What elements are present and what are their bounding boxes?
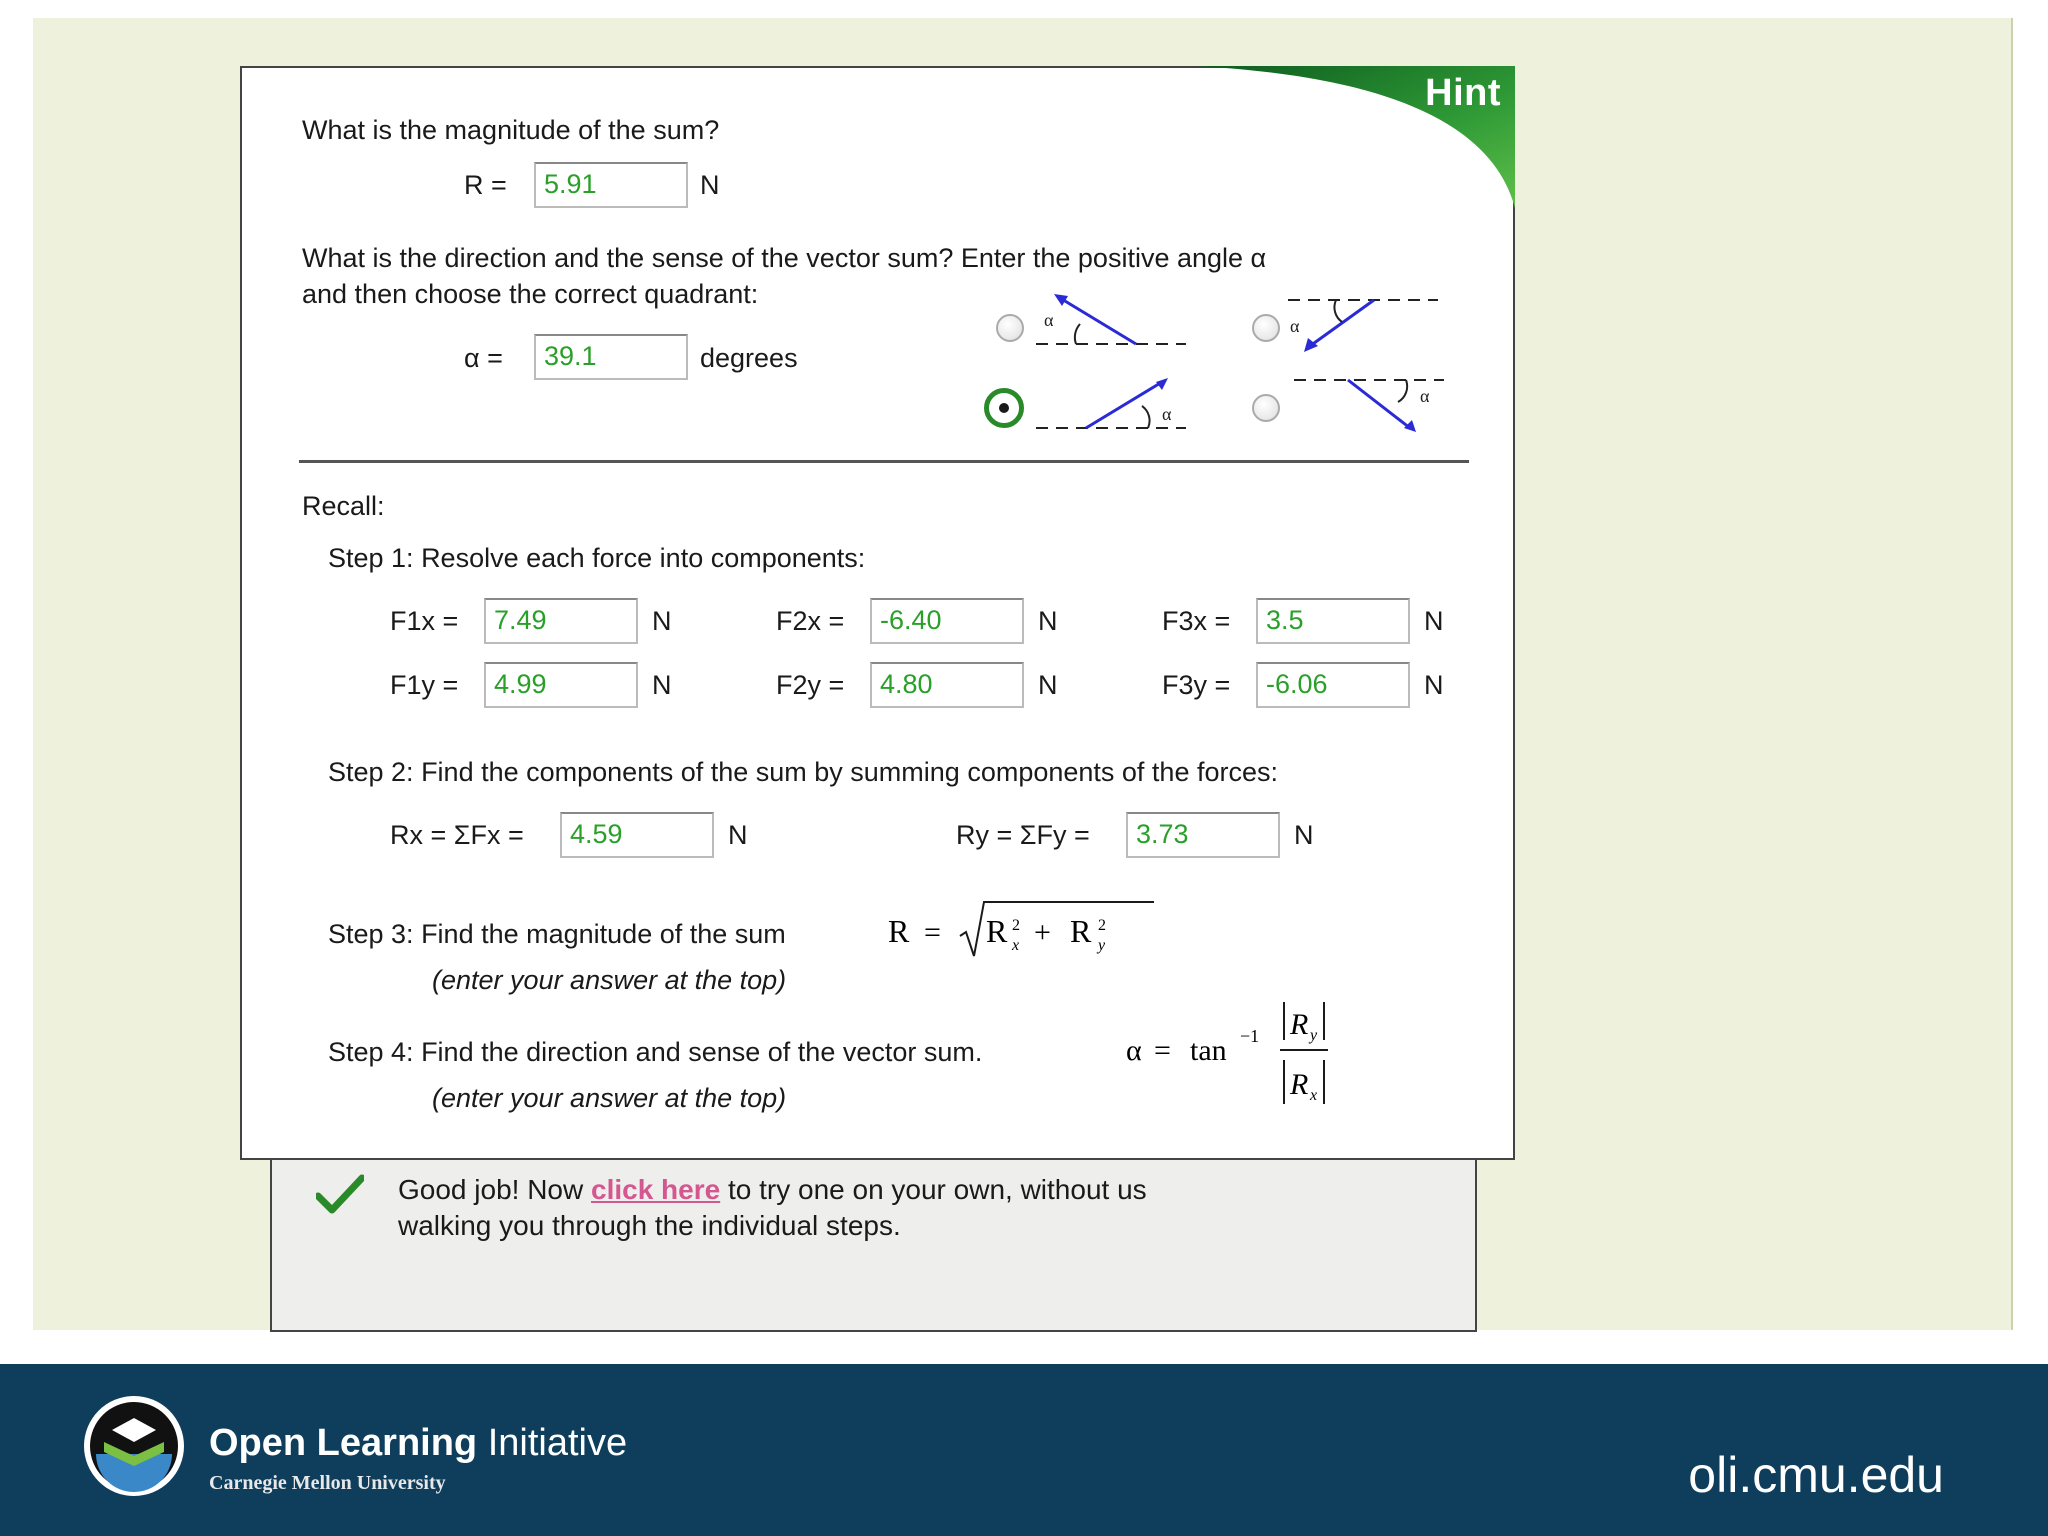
f2x-input[interactable]: -6.40	[870, 598, 1024, 644]
rx-input[interactable]: 4.59	[560, 812, 714, 858]
f3y-unit: N	[1424, 670, 1444, 700]
svg-text:R: R	[1290, 1068, 1309, 1101]
quadrant-radio-bottom-right[interactable]	[1252, 394, 1280, 422]
svg-text:R: R	[888, 913, 910, 949]
feedback-text-before: Good job! Now	[398, 1174, 591, 1205]
oli-logo-icon	[82, 1394, 186, 1498]
alpha-unit: degrees	[700, 343, 798, 373]
svg-text:α: α	[1126, 1034, 1142, 1067]
svg-text:=: =	[1154, 1034, 1171, 1067]
direction-formula	[1122, 998, 1382, 1118]
r-input[interactable]: 5.91	[534, 162, 688, 208]
ry-input[interactable]: 3.73	[1126, 812, 1280, 858]
quadrant-radio-top-right[interactable]	[1252, 314, 1280, 342]
quadrant-top-left-icon	[1036, 292, 1186, 352]
rx-unit: N	[728, 820, 748, 850]
quadrant-radio-bottom-left[interactable]	[984, 388, 1024, 428]
step4-text: Step 4: Find the direction and sense of the vector sum.	[328, 1037, 983, 1067]
quadrant-bottom-left-icon	[1036, 374, 1186, 434]
step3-note: (enter your answer at the top)	[432, 965, 787, 995]
hint-button[interactable]	[1193, 66, 1515, 208]
feedback-panel	[270, 1160, 1477, 1332]
feedback-message	[398, 1172, 1147, 1244]
alpha-symbol: α	[1162, 404, 1172, 424]
f2x-label: F2x =	[776, 606, 845, 636]
svg-text:R: R	[986, 913, 1008, 949]
brand-name	[209, 1422, 627, 1465]
alpha-symbol: α	[1420, 386, 1430, 406]
alpha-input[interactable]: 39.1	[534, 334, 688, 380]
svg-text:=: =	[924, 916, 941, 949]
ry-label: Ry = ΣFy =	[956, 820, 1090, 850]
r-unit: N	[700, 170, 720, 200]
step4-note: (enter your answer at the top)	[432, 1083, 787, 1113]
f1x-unit: N	[652, 606, 672, 636]
site-url[interactable]: oli.cmu.edu	[1688, 1447, 1944, 1503]
f3x-label: F3x =	[1162, 606, 1231, 636]
svg-text:R: R	[1070, 913, 1092, 949]
magnitude-question: What is the magnitude of the sum?	[302, 115, 720, 145]
quadrant-radio-top-left[interactable]	[996, 314, 1024, 342]
alpha-label: α =	[464, 343, 503, 373]
checkmark-icon	[316, 1174, 364, 1214]
svg-text:tan: tan	[1190, 1034, 1227, 1067]
quadrant-top-right-icon	[1288, 296, 1438, 356]
f1x-input[interactable]: 7.49	[484, 598, 638, 644]
f1y-label: F1y =	[390, 670, 459, 700]
step1-text: Step 1: Resolve each force into components:	[328, 543, 866, 573]
svg-text:+: +	[1034, 916, 1051, 949]
quadrant-bottom-right-icon	[1294, 374, 1444, 434]
click-here-link[interactable]: click here	[591, 1174, 721, 1205]
step2-text: Step 2: Find the components of the sum by summing components of the forces:	[328, 757, 1278, 787]
problem-card	[240, 66, 1515, 1160]
footer-bar	[0, 1364, 2048, 1536]
f2y-label: F2y =	[776, 670, 845, 700]
f2x-unit: N	[1038, 606, 1058, 636]
svg-text:−1: −1	[1240, 1026, 1260, 1046]
direction-question-line1: What is the direction and the sense of the vector sum? Enter the positive angle α	[302, 243, 1267, 273]
f1x-label: F1x =	[390, 606, 459, 636]
f3x-input[interactable]: 3.5	[1256, 598, 1410, 644]
f2y-input[interactable]: 4.80	[870, 662, 1024, 708]
direction-question-line2: and then choose the correct quadrant:	[302, 279, 759, 309]
hint-label: Hint	[1425, 72, 1501, 114]
svg-text:x: x	[1012, 937, 1020, 954]
svg-text:2: 2	[1098, 917, 1106, 934]
ry-unit: N	[1294, 820, 1314, 850]
f3y-label: F3y =	[1162, 670, 1231, 700]
feedback-text-after: to try one on your own, without us	[720, 1174, 1147, 1205]
svg-text:R: R	[1290, 1008, 1309, 1041]
f3x-unit: N	[1424, 606, 1444, 636]
f1y-unit: N	[652, 670, 672, 700]
f1y-input[interactable]: 4.99	[484, 662, 638, 708]
brand-bold: Open Learning	[209, 1422, 478, 1464]
feedback-text-line2: walking you through the individual steps.	[398, 1210, 901, 1241]
svg-text:2: 2	[1012, 917, 1020, 934]
svg-text:x: x	[1310, 1087, 1318, 1104]
r-label: R =	[464, 170, 507, 200]
brand-light: Initiative	[487, 1422, 628, 1464]
svg-text:y: y	[1098, 937, 1106, 954]
step3-text: Step 3: Find the magnitude of the sum	[328, 919, 786, 949]
section-divider	[299, 460, 1469, 463]
alpha-symbol: α	[1290, 316, 1300, 336]
rx-label: Rx = ΣFx =	[390, 820, 524, 850]
alpha-symbol: α	[1044, 310, 1054, 330]
svg-text:y: y	[1310, 1027, 1318, 1044]
magnitude-formula	[882, 898, 1162, 964]
recall-title: Recall:	[302, 491, 385, 521]
brand-university: Carnegie Mellon University	[209, 1472, 446, 1494]
f3y-input[interactable]: -6.06	[1256, 662, 1410, 708]
f2y-unit: N	[1038, 670, 1058, 700]
